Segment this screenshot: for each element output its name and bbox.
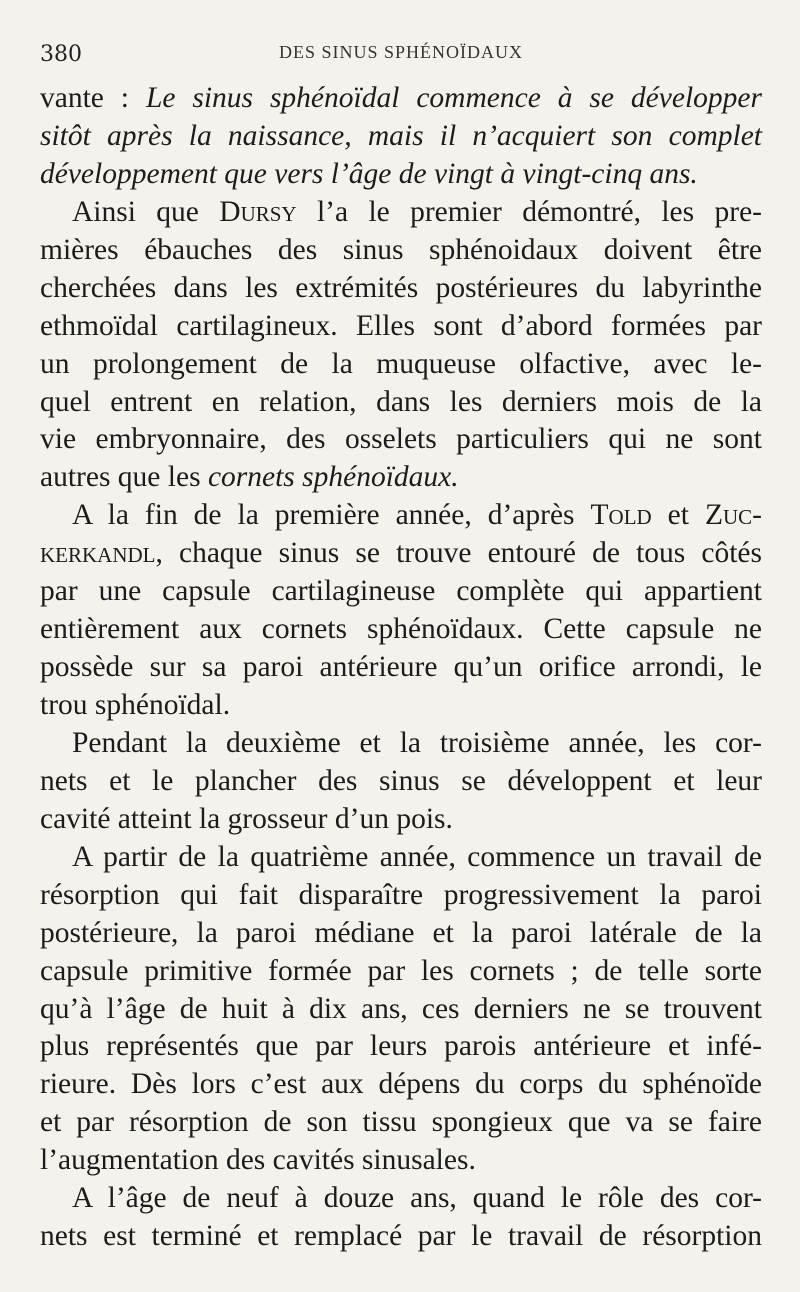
text-line (40, 459, 762, 497)
running-head: DES SINUS SPHÉNOÏDAUX (278, 42, 524, 62)
text-run: rieure. Dès lors c’est aux dépens du corps du sphénoïde (40, 1068, 762, 1101)
text-line (40, 384, 762, 422)
author-name: kerkandl (40, 537, 156, 570)
text-run: A l’âge de neuf à douze ans, quand le rôle des cor- (72, 1182, 762, 1215)
body-text (40, 80, 762, 1256)
text-line (40, 270, 762, 308)
text-run: l’a le premier démontré, les pre- (296, 195, 762, 228)
text-run: et (651, 499, 705, 532)
text-line (40, 421, 762, 459)
italic-text: cornets sphénoïdaux. (207, 461, 459, 494)
text-run: plus représentés que par leurs parois antérieure et infé- (40, 1030, 762, 1063)
text-run: Ainsi que (72, 195, 220, 228)
text-line (40, 649, 762, 687)
italic-text: Le sinus sphénoïdal commence à se développer (145, 82, 762, 114)
text-line (40, 497, 762, 535)
text-run: quel entrent en relation, dans les derniers mois de la (40, 385, 762, 418)
text-line (40, 953, 762, 991)
text-line (40, 1180, 762, 1218)
text-line (40, 611, 762, 649)
text-run: cherchées dans les extrémités postérieures du labyrinthe (40, 271, 762, 304)
text-run: mières ébauches des sinus sphénoidaux doivent être (40, 233, 762, 266)
text-line (40, 915, 762, 953)
text-run: , chaque sinus se trouve entouré de tous côtés (155, 537, 762, 570)
text-line (40, 573, 762, 611)
text-run: résorption qui fait disparaître progressivement la paroi (40, 878, 762, 911)
text-line (40, 156, 762, 194)
text-run: A partir de la quatrième année, commence un travail de (72, 840, 762, 873)
text-line (40, 194, 762, 232)
text-line (40, 687, 762, 725)
text-run: entièrement aux cornets sphénoïdaux. Cette capsule ne (40, 613, 762, 646)
text-line (40, 1104, 762, 1142)
text-line (40, 801, 762, 839)
text-run: cavité atteint la grosseur d’un pois. (40, 802, 453, 835)
text-line (40, 1218, 762, 1256)
text-line (40, 763, 762, 801)
text-run: trou sphénoïdal. (40, 689, 231, 721)
text-line (40, 1142, 762, 1180)
text-run: vie embryonnaire, des osselets particuliers qui ne sont (40, 423, 762, 456)
text-line (40, 232, 762, 270)
text-line (40, 535, 762, 573)
text-run: ethmoïdal cartilagineux. Elles sont d’abord formées par (40, 309, 762, 342)
text-line (40, 877, 762, 915)
text-run: autres que les (40, 461, 208, 494)
author-name: Dursy (219, 195, 297, 228)
text-run: et par résorption de son tissu spongieux que va se faire (40, 1106, 762, 1139)
italic-text: sitôt après la naissance, mais il n’acquiert son complet (40, 119, 762, 152)
text-line (40, 308, 762, 346)
text-run: qu’à l’âge de huit à dix ans, ces derniers ne se trouvent (40, 992, 762, 1025)
text-run: l’augmentation des cavités sinusales. (40, 1144, 476, 1177)
text-line (40, 80, 762, 118)
text-run: nets est terminé et remplacé par le travail de résorption (40, 1220, 762, 1253)
text-run: par une capsule cartilagineuse complète qui appartient (40, 575, 762, 608)
text-line (40, 991, 762, 1029)
text-line (40, 1028, 762, 1066)
italic-text: développement que vers l’âge de vingt à vingt-cinq ans. (40, 157, 698, 190)
text-run: A la fin de la première année, d’après (72, 499, 591, 532)
text-line (40, 1066, 762, 1104)
text-line (40, 346, 762, 384)
text-run: nets et le plancher des sinus se développent et leur (40, 764, 762, 797)
text-run: possède sur sa paroi antérieure qu’un orifice arrondi, le (40, 651, 762, 684)
author-name: Zuc- (704, 499, 762, 532)
text-run: vante : (40, 82, 146, 114)
author-name: Told (590, 499, 652, 532)
text-line (40, 839, 762, 877)
page-number: 380 (40, 42, 82, 67)
text-line (40, 725, 762, 763)
text-run: un prolongement de la muqueuse olfactive, avec le- (40, 347, 762, 380)
text-run: capsule primitive formée par les cornets ; de telle sorte (40, 954, 762, 987)
text-line (40, 118, 762, 156)
text-run: Pendant la deuxième et la troisième année, les cor- (72, 726, 762, 759)
page-header (40, 36, 762, 76)
text-run: postérieure, la paroi médiane et la paroi latérale de la (40, 916, 762, 949)
